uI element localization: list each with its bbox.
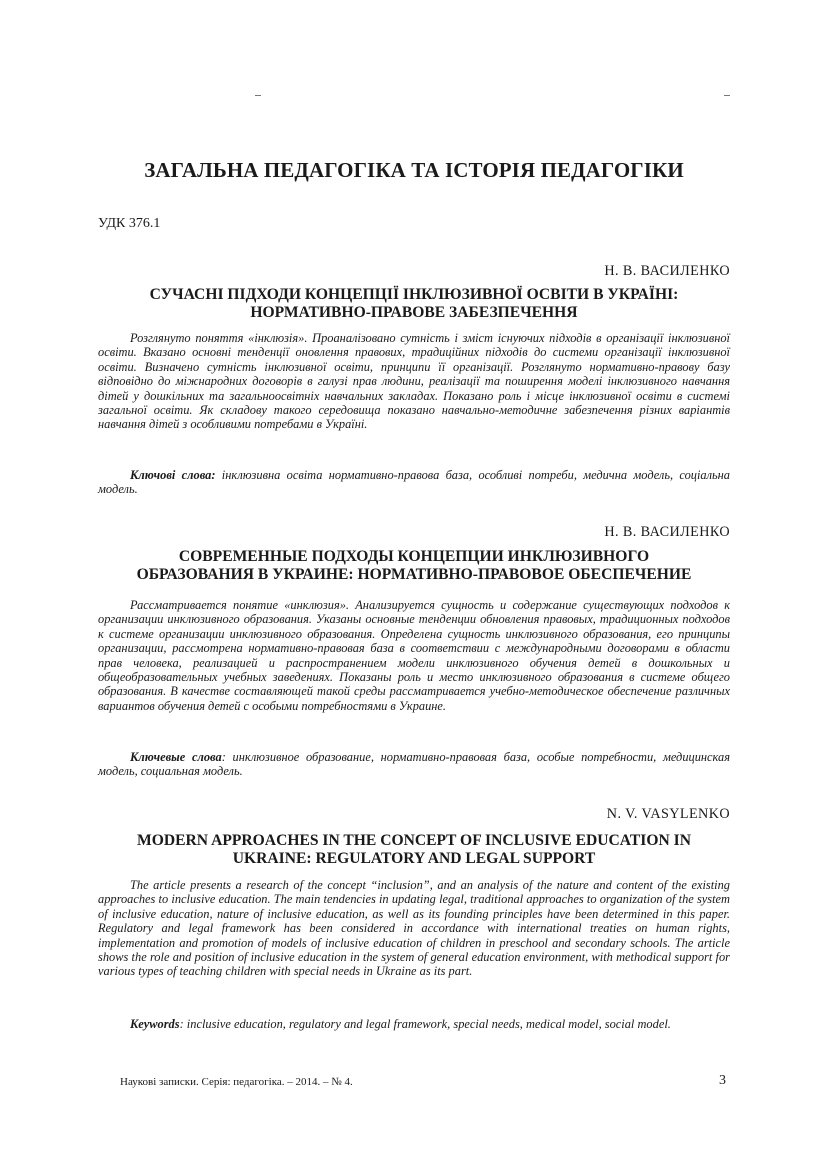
- article-title-line: ОБРАЗОВАНИЯ В УКРАИНЕ: НОРМАТИВНО-ПРАВОВОЕ ОБЕСПЕЧЕНИЕ: [136, 566, 692, 583]
- author-name: Н. В. ВАСИЛЕНКО: [604, 263, 730, 279]
- section-title: ЗАГАЛЬНА ПЕДАГОГІКА ТА ІСТОРІЯ ПЕДАГОГІКИ: [144, 158, 684, 182]
- keywords: [98, 1017, 730, 1031]
- abstract: The article presents a research of the concept “inclusion”, and an analysis of the nature and content of the existing approaches to inclusive education. The main tendencies in updating legal, traditional approaches to organization of the system of inclusive education, nature of inclusive education, as well as its founding principles have been determined in this paper. Regulatory and legal framework has been considered in accordance with international treaties on human rights, implementation and promotion of models of inclusive education of children in preschool and secondary schools. The article shows the role and position of inclusive education in the system of general education environment, with methodical support for various types of teaching children with special needs in Ukraine as its part.: [98, 878, 730, 979]
- scan-mark: [724, 95, 730, 96]
- udk-code: УДК 376.1: [98, 216, 161, 231]
- keywords: [98, 468, 730, 497]
- page-number: 3: [719, 1073, 726, 1088]
- journal-page: [98, 0, 730, 1169]
- article-title-line: НОРМАТИВНО-ПРАВОВЕ ЗАБЕЗПЕЧЕННЯ: [250, 304, 578, 321]
- keywords-text: : инклюзивное образование, нормативно-правовая база, особые потребности, медицинская модель, социальная модель.: [98, 750, 730, 779]
- article-title: [98, 548, 730, 584]
- article-title-line: MODERN APPROACHES IN THE CONCEPT OF INCLUSIVE EDUCATION IN: [137, 832, 691, 849]
- article-title-line: UKRAINE: REGULATORY AND LEGAL SUPPORT: [232, 850, 596, 867]
- abstract: Рассматривается понятие «инклюзия». Анализируется сущность и содержание существующих подходов к организации инклюзивного образования. Указаны основные тенденции обновления правовых, традиционных подходов к системе организации инклюзивного образования. Определена сущность инклюзивного образования, его принципы организации, рассмотрена нормативно-правовая база в соответствии с международными договорами в области прав человека, реализацией и распространением модели инклюзивного обучения детей в дошкольных и общеобразовательных учебных заведениях. Показаны роль и место инклюзивного образования в системе общего образования. В качестве составляющей такой среды рассматривается учебно-методическое обеспечение различных вариантов обучения детей с особыми потребностями в Украине.: [98, 598, 730, 713]
- keywords-label: Ключові слова:: [130, 468, 216, 482]
- journal-footer: Наукові записки. Серія: педагогіка. – 2014. – № 4.: [120, 1076, 353, 1088]
- keywords-text: інклюзивна освіта нормативно-правова база, особливі потреби, медична модель, соціальна модель.: [98, 468, 730, 497]
- keywords-text: : inclusive education, regulatory and legal framework, special needs, medical model, social model.: [179, 1017, 671, 1031]
- article-title: [98, 286, 730, 322]
- keywords-label: Keywords: [130, 1017, 180, 1031]
- article-title-line: СОВРЕМЕННЫЕ ПОДХОДЫ КОНЦЕПЦИИ ИНКЛЮЗИВНОГО: [178, 548, 650, 565]
- article-title-line: СУЧАСНІ ПІДХОДИ КОНЦЕПЦІЇ ІНКЛЮЗИВНОЇ ОСВІТИ В УКРАЇНІ:: [149, 286, 679, 303]
- abstract: Розглянуто поняття «інклюзія». Проаналізовано сутність і зміст існуючих підходів в організації інклюзивної освіти. Вказано основні тенденції оновлення правових, традиційних підходів до системи організації інклюзивної освіти. Визначено сутність інклюзивної освіти, принципи її організації. Розглянуто нормативно-правову базу відповідно до міжнародних договорів в галузі прав людини, реалізації та поширення моделі інклюзивного навчання дітей у дошкільних та загальноосвітніх навчальних закладах. Показано роль і місце інклюзивної освіти в системі загальної освіти. Як складову такого середовища показано навчально-методичне забезпечення різних варіантів навчання дітей з особливими потребами в Україні.: [98, 331, 730, 432]
- scan-mark: [255, 95, 261, 96]
- author-name: N. V. VASYLENKO: [606, 806, 730, 822]
- author-name: Н. В. ВАСИЛЕНКО: [604, 524, 730, 540]
- keywords: [98, 750, 730, 779]
- keywords-label: Ключевые слова: [130, 750, 222, 764]
- article-title: [98, 832, 730, 868]
